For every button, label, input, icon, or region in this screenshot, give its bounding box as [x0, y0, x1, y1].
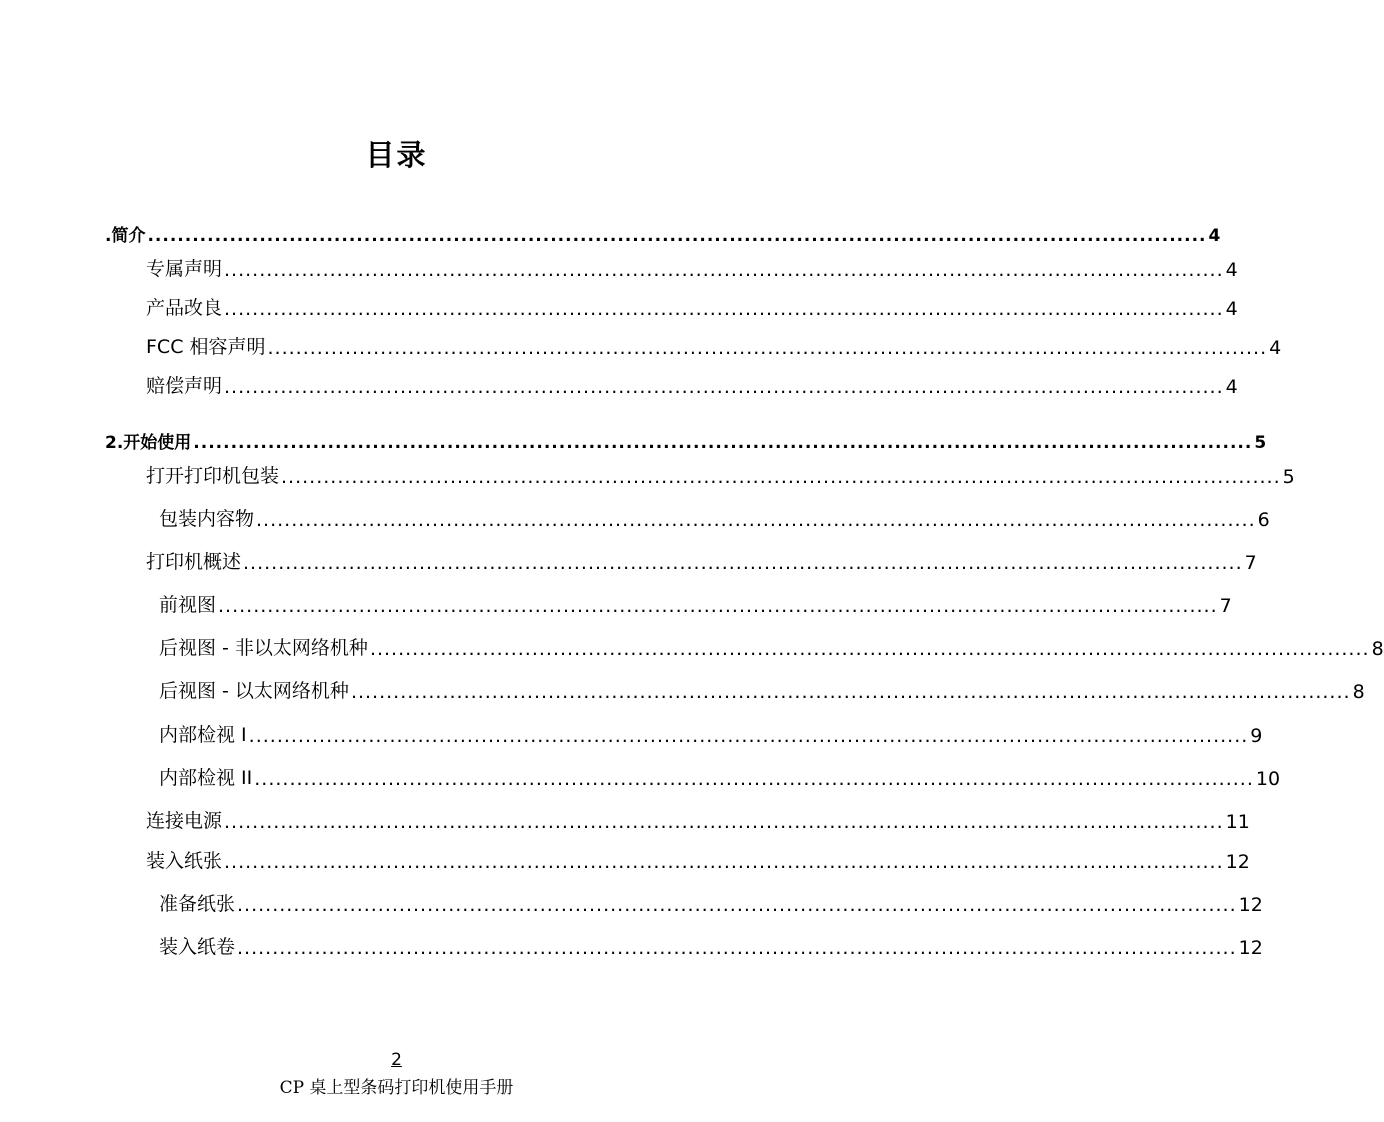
toc-entry-label: 开始使用: [123, 433, 192, 453]
toc-entry-page: 8: [1352, 681, 1365, 703]
toc-entry-label: 装入纸卷: [159, 936, 236, 958]
toc-entry-label: 包装内容物: [159, 508, 255, 530]
toc-entry-label: 内部检视 I: [159, 724, 247, 746]
toc-entry-page: 12: [1238, 937, 1263, 959]
toc-entry-page: 11: [1225, 811, 1250, 833]
toc-entry-label: 前视图: [159, 594, 217, 616]
toc-leader-dots: ..............................................................................................................................................: [243, 552, 1243, 574]
toc-entry-label: 准备纸张: [159, 893, 236, 915]
toc-entry-page: 4: [1208, 226, 1221, 246]
toc-leader-dots: ..............................................................................................................................................: [237, 937, 1237, 959]
toc-entry[interactable]: [146, 253, 1238, 281]
toc-entry-page: 9: [1250, 725, 1263, 747]
toc-leader-dots: ..............................................................................................................................................: [281, 466, 1281, 488]
toc-entry[interactable]: [159, 931, 1263, 959]
toc-entry-page: 4: [1225, 376, 1238, 398]
toc-entry-label: 赔偿声明: [146, 375, 223, 397]
toc-entry[interactable]: [146, 805, 1250, 833]
toc-entry[interactable]: [159, 888, 1263, 916]
toc-entry-page: 7: [1244, 552, 1257, 574]
toc-leader-dots: ..............................................................................................................................................: [193, 433, 1253, 453]
toc-leader-dots: ..............................................................................................................................................: [224, 298, 1224, 320]
toc-entry-label: 产品改良: [146, 297, 223, 319]
toc-entry-page: 5: [1282, 466, 1295, 488]
toc-entry[interactable]: [159, 589, 1232, 617]
toc-entry[interactable]: [159, 503, 1270, 531]
toc-entry-label: 连接电源: [146, 810, 223, 832]
toc-entry-label: 专属声明: [146, 258, 223, 280]
toc-entry-page: 4: [1225, 298, 1238, 320]
toc-entry[interactable]: [146, 331, 1282, 359]
toc-entry-number: 2.: [105, 433, 124, 453]
toc-entry-label: 后视图 - 非以太网络机种: [159, 637, 368, 659]
toc-entry-page: 4: [1269, 337, 1282, 359]
page-number: 2: [391, 1050, 402, 1070]
toc-leader-dots: ..............................................................................................................................................: [224, 811, 1224, 833]
toc-entry[interactable]: [146, 370, 1238, 398]
toc-leader-dots: ..............................................................................................................................................: [248, 725, 1249, 747]
toc-entry-label: 装入纸张: [146, 850, 223, 872]
toc-leader-dots: ..............................................................................................................................................: [267, 337, 1268, 359]
toc-leader-dots: ..............................................................................................................................................: [254, 768, 1254, 790]
toc-entry[interactable]: [146, 460, 1295, 488]
toc-entry-label: FCC 相容声明: [146, 336, 266, 358]
toc-entry[interactable]: [159, 719, 1263, 747]
toc-entry-label: 打印机概述: [146, 551, 242, 573]
toc-leader-dots: ..............................................................................................................................................: [256, 509, 1256, 531]
toc-entry[interactable]: [159, 762, 1281, 790]
toc-entry-label: 简介: [111, 226, 146, 246]
toc-leader-dots: ..............................................................................................................................................: [350, 681, 1351, 703]
toc-leader-dots: ..............................................................................................................................................: [224, 851, 1224, 873]
toc-leader-dots: ..............................................................................................................................................: [224, 376, 1224, 398]
toc-leader-dots: ..............................................................................................................................................: [147, 226, 1207, 246]
toc-entry[interactable]: [146, 845, 1250, 873]
page-title: 目录: [365, 138, 428, 172]
toc-entry-page: 5: [1254, 433, 1267, 453]
toc-entry-page: 7: [1219, 595, 1232, 617]
footer-doc-title: CP 桌上型条码打印机使用手册: [279, 1078, 514, 1098]
toc-entry[interactable]: [146, 546, 1257, 574]
toc-entry-page: 10: [1255, 768, 1281, 790]
toc-entry-number: .: [105, 226, 112, 246]
toc-leader-dots: ..............................................................................................................................................: [369, 638, 1370, 660]
toc-entry-page: 12: [1225, 851, 1250, 873]
toc-entry-label: 内部检视 II: [159, 767, 253, 789]
toc-leader-dots: ..............................................................................................................................................: [237, 894, 1237, 916]
toc-entry[interactable]: [146, 292, 1238, 320]
toc-leader-dots: ..............................................................................................................................................: [218, 595, 1218, 617]
toc-entry[interactable]: [105, 218, 1221, 246]
toc-entry[interactable]: [105, 425, 1267, 453]
toc-leader-dots: ..............................................................................................................................................: [224, 259, 1224, 281]
toc-entry-label: 后视图 - 以太网络机种: [159, 680, 349, 702]
toc-entry-page: 8: [1371, 638, 1384, 660]
toc-entry-page: 12: [1238, 894, 1263, 916]
toc-entry-page: 4: [1225, 259, 1238, 281]
toc-entry[interactable]: [159, 675, 1365, 703]
toc-entry-page: 6: [1257, 509, 1270, 531]
toc-entry[interactable]: [159, 632, 1384, 660]
toc-entry-label: 打开打印机包装: [146, 465, 280, 487]
